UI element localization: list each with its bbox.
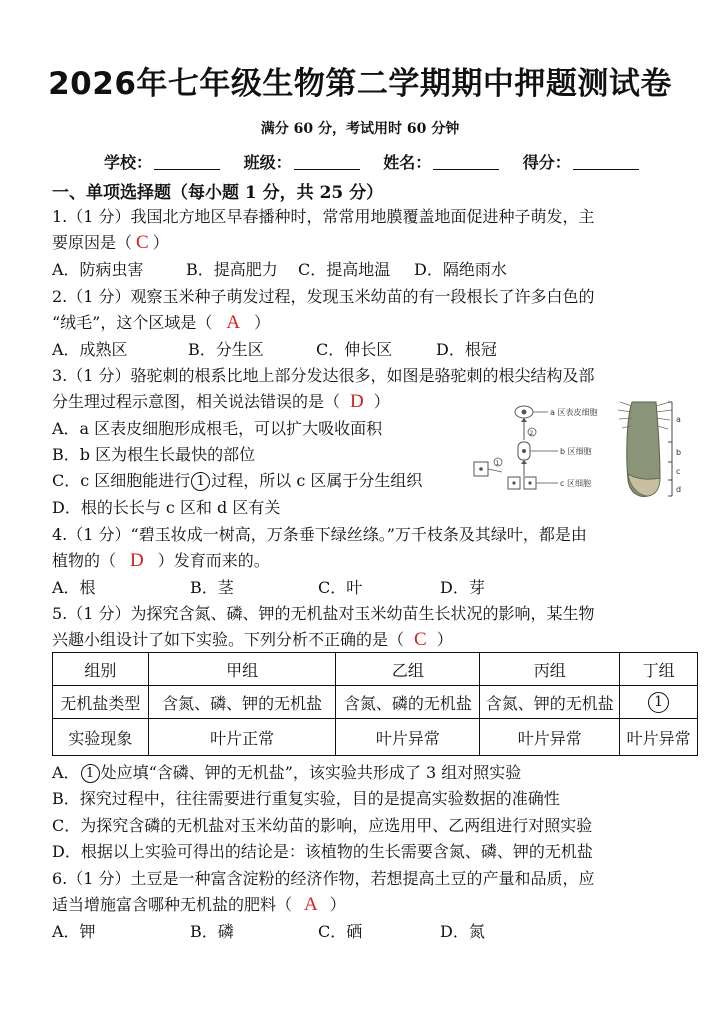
circled-number-1: 1: [191, 472, 210, 491]
question-3-text: 3.（1 分）骆驼刺的根系比地上部分发达很多，如图是骆驼刺的根尖结构及部: [52, 366, 595, 385]
label-zone-c-cell: c 区细胞: [560, 479, 591, 488]
table-header-cell: 乙组: [336, 653, 480, 686]
question-2-stem-end: “绒毛”，这个区域是（: [52, 313, 213, 332]
question-2-bracket: ）: [254, 313, 271, 332]
label-zone-b-cell: b 区细胞: [560, 447, 592, 456]
q5-option-a: [52, 760, 521, 783]
score-label: 得分：: [522, 153, 571, 172]
table-cell: [620, 686, 698, 719]
q2-option-a: A．成熟区: [52, 340, 128, 359]
question-3-answer: D: [350, 391, 364, 412]
circled-number-1: 1: [648, 692, 669, 713]
question-6-bracket: ）: [329, 895, 346, 914]
student-info-row: [104, 150, 664, 173]
q3-option-d: D．根的长长与 c 区和 d 区有关: [52, 498, 281, 517]
question-3-stem-end: 分生理过程示意图，相关说法错误的是（: [52, 392, 341, 411]
table-cell: 叶片异常: [620, 719, 698, 756]
q3-option-b: B．b 区为根生长最快的部位: [52, 445, 256, 464]
question-1-options: [52, 257, 507, 280]
school-blank: [154, 155, 220, 170]
name-label: 姓名：: [383, 153, 432, 172]
class-blank: [294, 155, 360, 170]
step-1-label: 1: [495, 460, 500, 467]
question-5-bracket: ）: [436, 630, 453, 649]
question-2-text-2: [52, 310, 270, 334]
experiment-table: [52, 652, 698, 756]
table-cell: 含氮、磷的无机盐: [336, 686, 480, 719]
q4-option-a: A．根: [52, 578, 96, 597]
q1-option-a: A．防病虫害: [52, 260, 144, 279]
question-6-answer: A: [304, 894, 318, 915]
zone-c-marker: c: [676, 467, 681, 476]
question-1-text-2: [52, 230, 169, 254]
question-1-answer: C: [136, 232, 149, 253]
question-5-stem-end: 兴趣小组设计了如下实验。下列分析不正确的是（: [52, 630, 405, 649]
question-2-options: [52, 337, 497, 360]
question-4-text-2: [52, 548, 270, 572]
question-2-answer: A: [226, 312, 241, 333]
school-field: [104, 150, 220, 173]
q6-option-c: C．硒: [318, 922, 363, 941]
question-4-stem-tail: ）发育而来的。: [157, 551, 270, 570]
q2-option-d: D．根冠: [436, 340, 497, 359]
question-6-options: [52, 919, 485, 942]
class-field: [244, 150, 360, 173]
score-blank: [573, 155, 639, 170]
table-row: [53, 686, 698, 719]
question-5-text: 5.（1 分）为探究含氮、磷、钾的无机盐对玉米幼苗生长状况的影响，某生物: [52, 604, 595, 623]
table-header-cell: 丁组: [620, 653, 698, 686]
question-4-options: [52, 575, 485, 598]
question-6-text-2: [52, 892, 346, 916]
name-blank: [433, 155, 499, 170]
table-header-cell: 甲组: [148, 653, 336, 686]
table-cell: 叶片异常: [336, 719, 480, 756]
table-row: [53, 719, 698, 756]
q2-option-c: C．伸长区: [316, 340, 393, 359]
question-3-text-2: [52, 389, 390, 413]
table-cell: 含氮、钾的无机盐: [480, 686, 620, 719]
class-label: 班级：: [243, 153, 292, 172]
question-6-stem-end: 适当增施富含哪种无机盐的肥料（: [52, 895, 293, 914]
question-6-text: 6.（1 分）土豆是一种富含淀粉的经济作物，若想提高土豆的产量和品质，应: [52, 869, 595, 888]
q6-option-b: B．磷: [190, 922, 234, 941]
question-3-bracket: ）: [373, 392, 390, 411]
zone-b-marker: b: [676, 448, 682, 457]
root-tip-diagram: [472, 400, 702, 500]
question-5-text-2: [52, 627, 453, 651]
q2-option-b: B．分生区: [188, 340, 264, 359]
section-heading: 一、单项选择题（每小题 1 分，共 25 分）: [52, 183, 384, 203]
q3-option-c: [52, 468, 422, 491]
q3-option-a: A．a 区表皮细胞形成根毛，可以扩大吸收面积: [52, 419, 383, 438]
question-1-bracket: ）: [152, 233, 169, 252]
question-1-text: 1.（1 分）我国北方地区早春播种时，常常用地膜覆盖地面促进种子萌发，主: [52, 207, 595, 226]
q5-option-a-text: 处应填“含磷、钾的无机盐”，该实验共形成了 3 组对照实验: [100, 763, 522, 782]
table-row-label: 无机盐类型: [53, 686, 149, 719]
question-4-answer: D: [130, 550, 144, 571]
school-label: 学校：: [104, 153, 153, 172]
q3-option-c-text-2: 过程，所以 c 区属于分生组织: [211, 471, 423, 490]
label-zone-a-cell: a 区表皮细胞: [550, 408, 598, 417]
circled-number-1: 1: [81, 764, 100, 783]
question-1-stem-end: 要原因是（: [52, 233, 133, 252]
q1-option-b: B．提高肥力: [186, 260, 278, 279]
question-5-answer: C: [414, 629, 427, 650]
q5-option-a-prefix: A．: [52, 763, 80, 782]
question-4-stem-end: 植物的（: [52, 551, 117, 570]
q5-option-c: C．为探究含磷的无机盐对玉米幼苗的影响，应选用甲、乙两组进行对照实验: [52, 816, 593, 835]
q4-option-c: C．叶: [318, 578, 363, 597]
q5-option-d: D．根据以上实验可得出的结论是：该植物的生长需要含氮、磷、钾的无机盐: [52, 842, 593, 861]
step-2-label: 2: [529, 430, 534, 437]
table-cell: 叶片正常: [148, 719, 336, 756]
exam-subtitle: 满分 60 分，考试用时 60 分钟: [260, 121, 460, 137]
name-field: [383, 150, 499, 173]
q4-option-b: B．茎: [190, 578, 234, 597]
table-header-row: [53, 653, 698, 686]
question-4-text: 4.（1 分）“碧玉妆成一树高，万条垂下绿丝绦。”万千枝条及其绿叶，都是由: [52, 525, 587, 544]
q1-option-d: D．隔绝雨水: [414, 260, 507, 279]
score-field: [523, 150, 639, 173]
page-title: 2026年七年级生物第二学期期中押题测试卷: [48, 66, 672, 102]
q6-option-d: D．氮: [440, 922, 485, 941]
table-cell: 含氮、磷、钾的无机盐: [148, 686, 336, 719]
table-cell: 叶片异常: [480, 719, 620, 756]
question-2-text: 2.（1 分）观察玉米种子萌发过程，发现玉米幼苗的有一段根长了许多白色的: [52, 287, 595, 306]
q6-option-a: A．钾: [52, 922, 96, 941]
zone-a-marker: a: [676, 415, 681, 424]
q5-option-b: B．探究过程中，往往需要进行重复实验，目的是提高实验数据的准确性: [52, 789, 560, 808]
q3-option-c-text: C．c 区细胞能进行: [52, 471, 191, 490]
table-header-cell: 丙组: [480, 653, 620, 686]
table-row-label: 实验现象: [53, 719, 149, 756]
zone-d-marker: d: [676, 485, 682, 494]
table-header-cell: 组别: [53, 653, 149, 686]
q1-option-c: C．提高地温: [298, 260, 391, 279]
q4-option-d: D．芽: [440, 578, 485, 597]
